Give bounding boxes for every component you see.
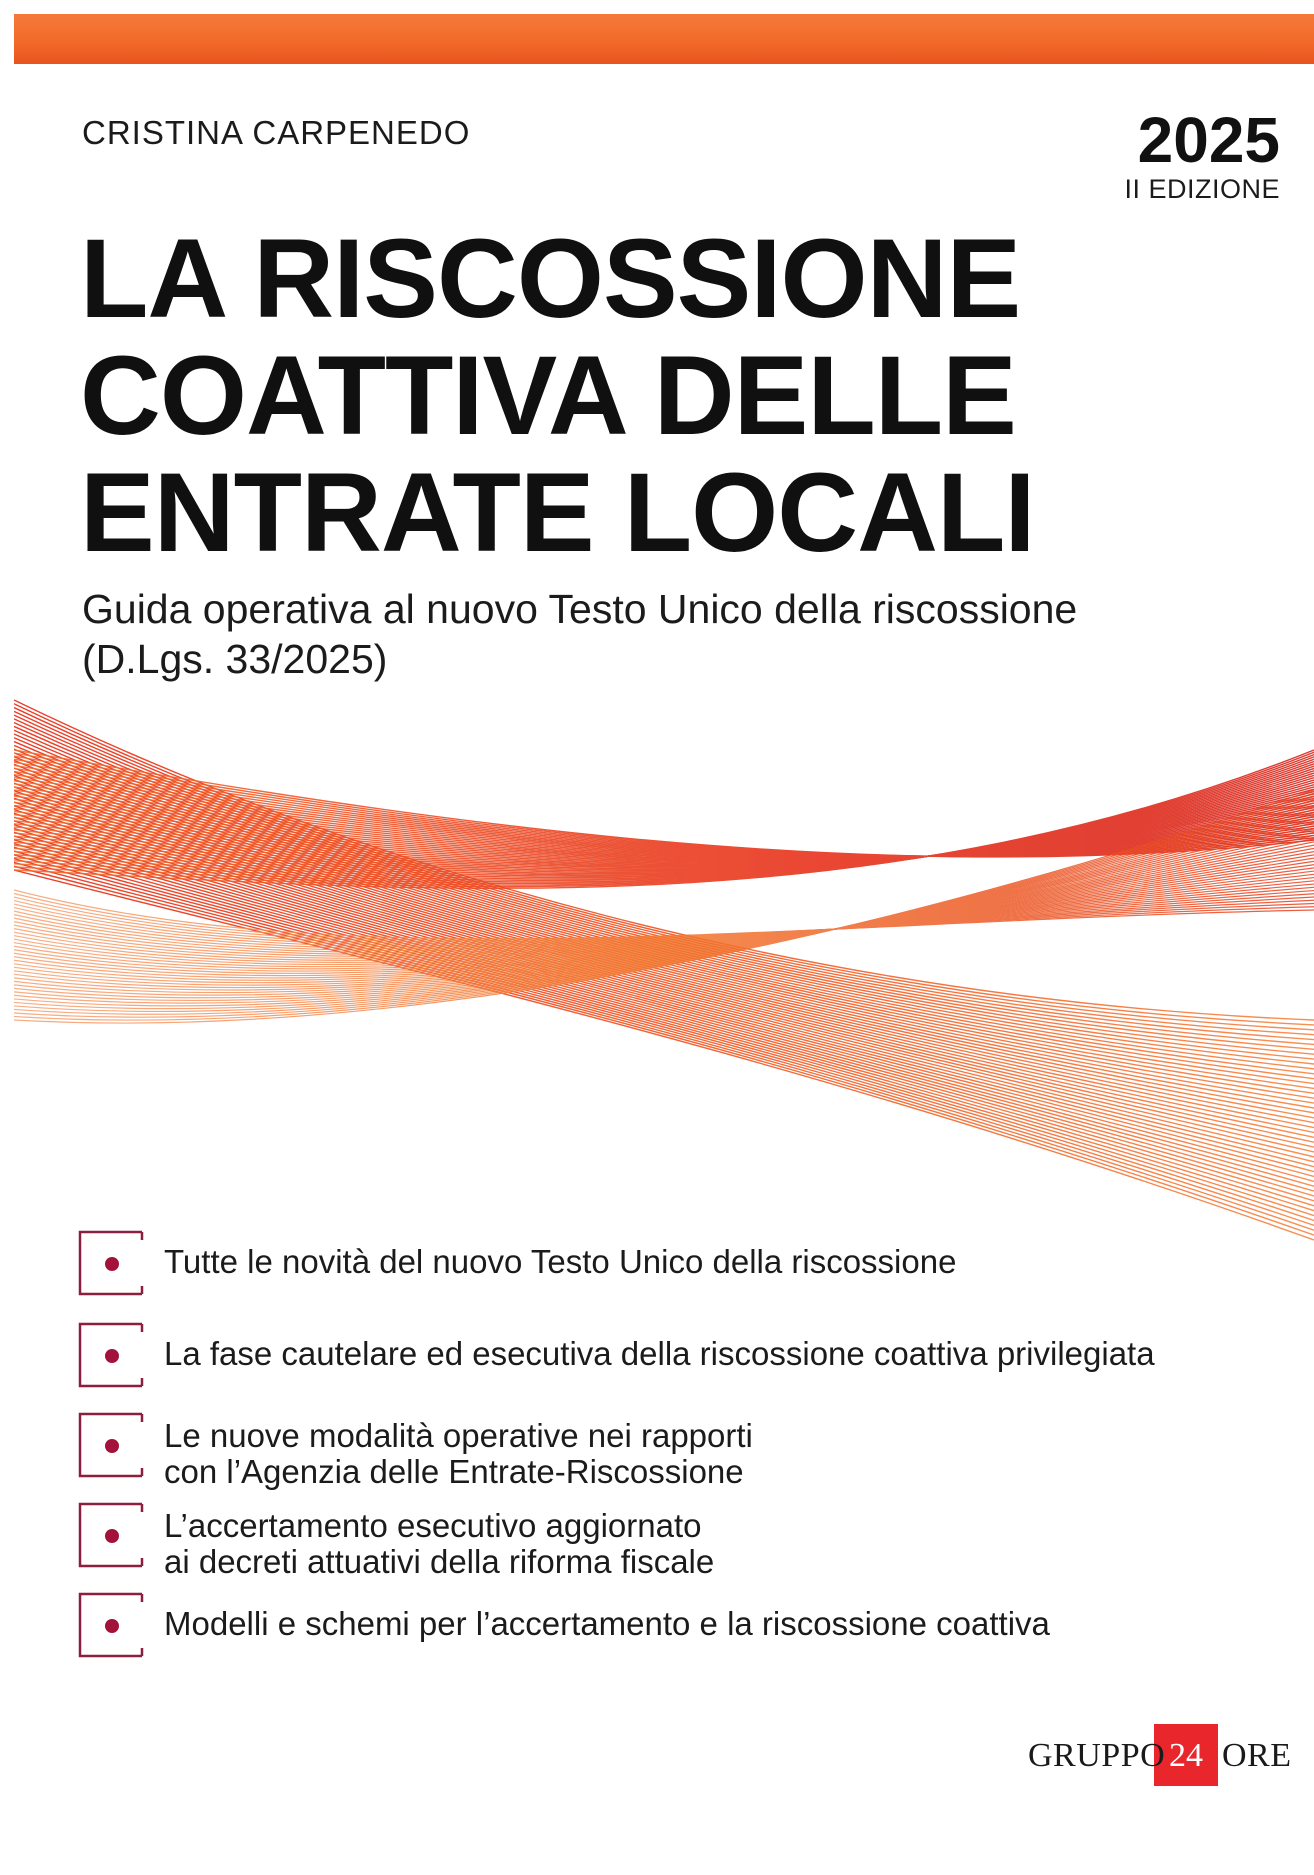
list-item [78,1502,1298,1580]
list-item-text: Tutte le novità del nuovo Testo Unico della riscossione [164,1243,957,1280]
framed-dot-icon [78,1230,144,1296]
list-item-text [164,1508,714,1580]
list-item-text: La fase cautelare ed esecutiva della riscossione coattiva privilegiata [164,1335,1155,1372]
list-item-text: Modelli e schemi per l’accertamento e la riscossione coattiva [164,1605,1050,1642]
framed-dot-icon [78,1592,144,1658]
list-item-line: ai decreti attuativi della riforma fiscale [164,1543,715,1580]
title-line: LA RISCOSSIONE [80,216,1021,341]
list-item-line: con l’Agenzia delle Entrate-Riscossione [164,1453,744,1490]
ribbon-strand [14,862,1314,1230]
edition-year: 2025 [1137,104,1280,176]
list-item-text [164,1418,753,1490]
list-item-line: Le nuove modalità operative nei rapporti [164,1417,753,1454]
title-line: COATTIVA DELLE [80,333,1016,458]
framed-dot-icon [78,1322,144,1388]
logo-right-word: ORE [1222,1737,1292,1774]
publisher-logo [1028,1724,1292,1786]
framed-dot-icon [78,1502,144,1568]
title-line: ENTRATE LOCALI [80,450,1035,575]
list-item [78,1230,1298,1300]
top-orange-bar [14,14,1314,64]
author-name: CRISTINA CARPENEDO [82,114,471,151]
edition-label: II EDIZIONE [1124,174,1280,204]
subtitle-line: Guida operativa al nuovo Testo Unico della riscossione [82,586,1078,632]
book-subtitle [82,584,1262,684]
framed-dot-icon [78,1412,144,1478]
subtitle-line: (D.Lgs. 33/2025) [82,636,388,682]
ribbon-strand [14,884,1314,952]
book-title [80,216,1230,575]
list-item [78,1322,1298,1392]
list-item [78,1592,1298,1662]
logo-left-word: GRUPPO [1028,1737,1166,1774]
list-item [78,1412,1298,1490]
list-item-line: L’accertamento esecutivo aggiornato [164,1507,702,1544]
logo-number: 24 [1169,1737,1203,1774]
